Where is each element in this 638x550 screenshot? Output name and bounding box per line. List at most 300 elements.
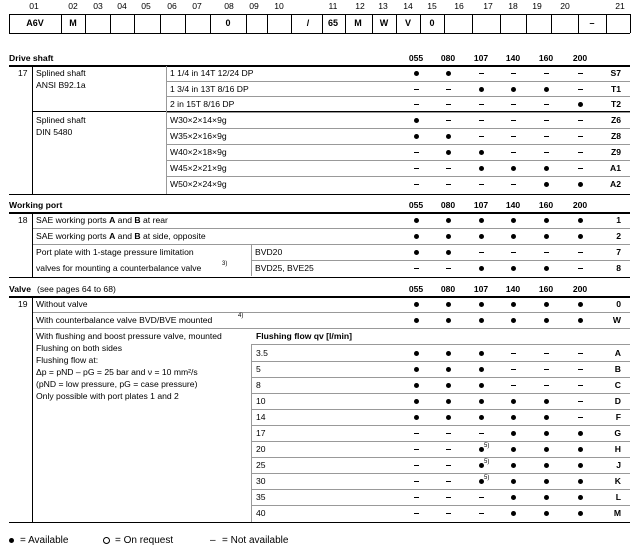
not-available-dash xyxy=(511,385,516,386)
available-bullet xyxy=(414,118,419,123)
flushing-description: Flushing flow at: xyxy=(36,355,99,365)
legend-not-available: = Not available xyxy=(222,535,289,546)
available-bullet xyxy=(446,318,451,323)
section-rule-thick xyxy=(9,65,630,67)
code-box-divider xyxy=(267,14,268,33)
code-box-divider xyxy=(578,14,579,33)
available-bullet xyxy=(578,431,583,436)
row-number: 17 xyxy=(18,68,28,78)
not-available-dash xyxy=(479,433,484,434)
available-bullet xyxy=(446,302,451,307)
not-available-dash xyxy=(479,104,484,105)
port-label-part: and xyxy=(115,215,135,225)
available-bullet xyxy=(511,399,516,404)
not-available-dash xyxy=(414,513,419,514)
code-box-divider xyxy=(444,14,445,33)
port-plate-desc: Port plate with 1-stage pressure limitation xyxy=(36,247,194,257)
position-number: 04 xyxy=(117,1,127,11)
available-bullet xyxy=(544,166,549,171)
section-rule-thick xyxy=(9,296,630,298)
available-bullet xyxy=(479,166,484,171)
row-rule xyxy=(32,228,630,229)
available-bullet xyxy=(544,87,549,92)
not-available-dash xyxy=(578,168,583,169)
order-code-cell: – xyxy=(589,18,595,28)
not-available-dash xyxy=(544,252,549,253)
available-bullet xyxy=(578,318,583,323)
position-number: 18 xyxy=(508,1,518,11)
available-bullet xyxy=(511,511,516,516)
available-bullet xyxy=(578,447,583,452)
not-available-dash xyxy=(511,136,516,137)
available-bullet xyxy=(414,367,419,372)
section-rule-thick xyxy=(9,212,630,214)
available-bullet xyxy=(511,266,516,271)
legend-on-request: = On request xyxy=(115,535,174,546)
available-bullet xyxy=(544,463,549,468)
not-available-dash xyxy=(578,369,583,370)
available-bullet xyxy=(479,367,484,372)
flushing-flow-value: 40 xyxy=(256,508,266,518)
port-label xyxy=(36,215,168,226)
row-rule xyxy=(32,312,630,313)
not-available-dash xyxy=(414,168,419,169)
not-available-dash xyxy=(414,449,419,450)
option-code: T1 xyxy=(610,84,621,94)
option-code: 0 xyxy=(616,299,621,309)
not-available-dash xyxy=(446,465,451,466)
shaft-standard: ANSI B92.1a xyxy=(36,80,86,90)
available-bullet xyxy=(544,479,549,484)
position-number: 15 xyxy=(427,1,437,11)
section-title: Valve xyxy=(9,284,31,294)
option-code: 1 xyxy=(616,215,621,225)
available-bullet xyxy=(578,302,583,307)
available-bullet xyxy=(446,351,451,356)
available-bullet xyxy=(511,447,516,452)
not-available-dash xyxy=(544,152,549,153)
available-bullet xyxy=(511,87,516,92)
available-bullet xyxy=(446,71,451,76)
available-bullet xyxy=(544,415,549,420)
row-rule xyxy=(251,441,630,442)
available-bullet xyxy=(544,495,549,500)
row-rule xyxy=(251,344,630,345)
available-bullet xyxy=(414,218,419,223)
option-code: H xyxy=(614,444,621,454)
order-code-cell: M xyxy=(69,18,77,28)
valve-type: BVD20 xyxy=(255,247,283,257)
position-number: 07 xyxy=(192,1,202,11)
section-rule xyxy=(9,194,630,195)
section-rule xyxy=(9,277,630,278)
port-label-part: B xyxy=(134,215,141,225)
available-bullet xyxy=(511,166,516,171)
flushing-description: With flushing and boost pressure valve, mounted xyxy=(36,331,222,341)
code-box-divider xyxy=(551,14,552,33)
available-bullet xyxy=(446,250,451,255)
size-header: 055 xyxy=(408,200,424,210)
position-number: 06 xyxy=(167,1,177,11)
port-label-part: B xyxy=(134,231,141,241)
not-available-dash xyxy=(479,73,484,74)
available-bullet xyxy=(414,318,419,323)
shaft-standard: DIN 5480 xyxy=(36,127,73,137)
available-bullet xyxy=(511,318,516,323)
code-box-divider xyxy=(110,14,111,33)
available-bullet xyxy=(544,266,549,271)
available-bullet xyxy=(479,463,484,468)
flushing-flow-value: 20 xyxy=(256,444,266,454)
available-bullet xyxy=(479,415,484,420)
not-available-dash xyxy=(578,401,583,402)
available-bullet xyxy=(414,250,419,255)
valve-option: Without valve xyxy=(36,299,88,309)
size-header: 140 xyxy=(505,53,521,63)
row-rule xyxy=(251,377,630,378)
flushing-flow-value: 17 xyxy=(256,428,266,438)
option-code: D xyxy=(614,396,621,406)
not-available-dash xyxy=(446,449,451,450)
available-bullet xyxy=(511,415,516,420)
available-bullet xyxy=(414,302,419,307)
available-bullet xyxy=(578,495,583,500)
not-available-dash xyxy=(446,433,451,434)
row-rule xyxy=(166,112,630,113)
code-box-divider xyxy=(630,14,631,33)
row-rule xyxy=(32,111,630,112)
not-available-dash xyxy=(414,184,419,185)
available-bullet xyxy=(479,318,484,323)
port-plate-desc: valves for mounting a counterbalance valve xyxy=(36,263,202,273)
not-available-dash xyxy=(511,353,516,354)
size-header: 055 xyxy=(408,284,424,294)
code-box-divider xyxy=(160,14,161,33)
available-bullet xyxy=(414,351,419,356)
not-available-dash xyxy=(578,353,583,354)
option-code: T2 xyxy=(610,99,621,109)
shaft-spec: W30×2×14×9g xyxy=(170,115,227,125)
available-bullet xyxy=(479,87,484,92)
not-available-dash xyxy=(511,73,516,74)
available-bullet xyxy=(414,383,419,388)
section-title: Working port xyxy=(9,200,63,210)
available-bullet xyxy=(578,479,583,484)
row-rule xyxy=(251,425,630,426)
size-header: 107 xyxy=(473,284,489,294)
available-bullet xyxy=(511,431,516,436)
flushing-flow-value: 25 xyxy=(256,460,266,470)
shaft-spec: W35×2×16×9g xyxy=(170,131,227,141)
size-header: 160 xyxy=(538,284,554,294)
available-bullet xyxy=(414,71,419,76)
available-bullet xyxy=(578,218,583,223)
option-code: Z6 xyxy=(610,115,621,125)
code-box-top xyxy=(9,14,630,15)
available-bullet xyxy=(446,234,451,239)
available-bullet xyxy=(511,495,516,500)
order-code-cell: V xyxy=(404,18,411,28)
size-header: 140 xyxy=(505,200,521,210)
code-box-divider xyxy=(9,14,10,33)
not-available-dash xyxy=(414,152,419,153)
code-box-divider xyxy=(472,14,473,33)
not-available-dash xyxy=(578,152,583,153)
row-rule xyxy=(251,489,630,490)
flushing-flow-value: 14 xyxy=(256,412,266,422)
option-code: 2 xyxy=(616,231,621,241)
port-label-part: and xyxy=(115,231,135,241)
available-bullet xyxy=(479,399,484,404)
footnote-ref: 4) xyxy=(238,313,244,319)
flushing-description: (pND = low pressure, pG = case pressure) xyxy=(36,379,198,389)
spec-divider xyxy=(251,344,252,522)
row-rule xyxy=(166,176,630,177)
not-available-dash xyxy=(511,120,516,121)
option-code: M xyxy=(613,508,621,518)
order-code-cell: 65 xyxy=(327,18,338,28)
flushing-flow-value: 8 xyxy=(256,380,261,390)
row-rule xyxy=(166,144,630,145)
position-number: 19 xyxy=(532,1,542,11)
not-available-dash xyxy=(414,465,419,466)
order-code-cell: M xyxy=(354,18,362,28)
order-code-cell: / xyxy=(306,18,310,28)
option-code: Z8 xyxy=(610,131,621,141)
not-available-dash xyxy=(511,152,516,153)
not-available-dash xyxy=(479,252,484,253)
not-available-dash xyxy=(544,369,549,370)
available-bullet xyxy=(578,511,583,516)
row-rule xyxy=(251,393,630,394)
position-number: 02 xyxy=(68,1,78,11)
option-code: L xyxy=(615,492,621,502)
code-box-divider xyxy=(526,14,527,33)
position-number: 05 xyxy=(141,1,151,11)
available-bullet xyxy=(479,302,484,307)
available-bullet xyxy=(479,447,484,452)
position-number: 01 xyxy=(29,1,39,11)
position-number: 21 xyxy=(615,1,625,11)
port-label-part: A xyxy=(109,215,116,225)
available-bullet xyxy=(544,447,549,452)
code-box-divider xyxy=(210,14,211,33)
size-header: 080 xyxy=(440,200,456,210)
available-bullet xyxy=(414,134,419,139)
available-bullet xyxy=(446,218,451,223)
flushing-flow-value: 5 xyxy=(256,364,261,374)
row-rule xyxy=(166,96,630,97)
shaft-spec: 1 3/4 in 13T 8/16 DP xyxy=(170,84,249,94)
flushing-flow-value: 30 xyxy=(256,476,266,486)
not-available-dash xyxy=(578,120,583,121)
position-number: 12 xyxy=(355,1,365,11)
position-number: 03 xyxy=(93,1,103,11)
not-available-dash xyxy=(511,369,516,370)
row-number-divider xyxy=(32,213,33,277)
not-available-dash xyxy=(511,184,516,185)
legend-bullet-icon xyxy=(9,538,14,543)
available-bullet xyxy=(479,351,484,356)
available-bullet xyxy=(544,431,549,436)
not-available-dash xyxy=(578,417,583,418)
flushing-description: Δp = pND – pG = 25 bar and ν = 10 mm²/s xyxy=(36,367,198,377)
footnote-mark: 5) xyxy=(484,443,490,449)
not-available-dash xyxy=(511,252,516,253)
port-label-part: at side, opposite xyxy=(140,231,206,241)
not-available-dash xyxy=(578,252,583,253)
available-bullet xyxy=(578,182,583,187)
section-rule xyxy=(9,522,630,523)
available-bullet xyxy=(479,266,484,271)
position-number: 08 xyxy=(224,1,234,11)
shaft-spec: 2 in 15T 8/16 DP xyxy=(170,99,235,109)
code-box-divider xyxy=(185,14,186,33)
legend-on-request-icon xyxy=(103,537,110,544)
shaft-type: Splined shaft xyxy=(36,115,86,125)
flushing-flow-value: 35 xyxy=(256,492,266,502)
available-bullet xyxy=(414,399,419,404)
available-bullet xyxy=(511,463,516,468)
size-header: 160 xyxy=(538,200,554,210)
position-number: 11 xyxy=(328,1,338,11)
order-code-cell: 0 xyxy=(225,18,231,28)
row-rule xyxy=(251,409,630,410)
available-bullet xyxy=(446,134,451,139)
available-bullet xyxy=(578,102,583,107)
row-rule xyxy=(251,457,630,458)
available-bullet xyxy=(479,479,484,484)
port-label-part: SAE working ports xyxy=(36,231,110,241)
option-code: S7 xyxy=(610,68,621,78)
size-header: 080 xyxy=(440,53,456,63)
not-available-dash xyxy=(544,104,549,105)
shaft-spec: W40×2×18×9g xyxy=(170,147,227,157)
available-bullet xyxy=(479,234,484,239)
available-bullet xyxy=(511,479,516,484)
order-code-cell: W xyxy=(379,18,389,28)
legend-available: = Available xyxy=(20,535,69,546)
port-label-part: SAE working ports xyxy=(36,215,110,225)
not-available-dash xyxy=(446,89,451,90)
not-available-dash xyxy=(446,497,451,498)
available-bullet xyxy=(544,302,549,307)
available-bullet xyxy=(446,367,451,372)
position-number: 09 xyxy=(249,1,259,11)
position-number: 17 xyxy=(483,1,493,11)
size-header: 200 xyxy=(572,53,588,63)
available-bullet xyxy=(544,234,549,239)
not-available-dash xyxy=(578,268,583,269)
not-available-dash xyxy=(479,513,484,514)
available-bullet xyxy=(544,218,549,223)
available-bullet xyxy=(414,234,419,239)
option-code: A xyxy=(614,348,621,358)
available-bullet xyxy=(414,415,419,420)
option-code: Z9 xyxy=(610,147,621,157)
size-header: 200 xyxy=(572,200,588,210)
not-available-dash xyxy=(578,89,583,90)
available-bullet xyxy=(511,234,516,239)
section-note: (see pages 64 to 68) xyxy=(37,284,116,294)
row-number: 19 xyxy=(18,299,28,309)
flushing-description: Flushing on both sides xyxy=(36,343,122,353)
option-code: F xyxy=(615,412,621,422)
legend-dash-icon: – xyxy=(210,535,216,546)
port-label-part: A xyxy=(109,231,116,241)
position-number: 20 xyxy=(560,1,570,11)
not-available-dash xyxy=(446,120,451,121)
spec-divider xyxy=(166,66,167,194)
row-rule xyxy=(32,244,630,245)
position-number: 10 xyxy=(274,1,284,11)
option-code: C xyxy=(614,380,621,390)
option-code: 8 xyxy=(616,263,621,273)
available-bullet xyxy=(479,383,484,388)
not-available-dash xyxy=(578,73,583,74)
not-available-dash xyxy=(446,481,451,482)
flushing-flow-value: 3.5 xyxy=(256,348,268,358)
not-available-dash xyxy=(544,385,549,386)
not-available-dash xyxy=(414,481,419,482)
available-bullet xyxy=(511,218,516,223)
shaft-spec: W50×2×24×9g xyxy=(170,179,227,189)
option-code: A1 xyxy=(610,163,621,173)
not-available-dash xyxy=(544,120,549,121)
code-box-divider xyxy=(85,14,86,33)
port-label xyxy=(36,231,206,242)
position-number: 13 xyxy=(378,1,388,11)
not-available-dash xyxy=(446,184,451,185)
code-box-divider xyxy=(291,14,292,33)
order-code-cell: 0 xyxy=(429,18,435,28)
option-code: W xyxy=(612,315,621,325)
option-code: A2 xyxy=(610,179,621,189)
available-bullet xyxy=(544,511,549,516)
available-bullet xyxy=(511,302,516,307)
position-number: 16 xyxy=(454,1,464,11)
not-available-dash xyxy=(446,268,451,269)
code-box-divider xyxy=(500,14,501,33)
row-rule xyxy=(251,505,630,506)
row-rule xyxy=(32,328,630,329)
option-code: J xyxy=(616,460,621,470)
not-available-dash xyxy=(479,120,484,121)
row-rule xyxy=(166,81,630,82)
not-available-dash xyxy=(479,184,484,185)
size-header: 107 xyxy=(473,53,489,63)
row-rule xyxy=(251,260,630,261)
not-available-dash xyxy=(414,268,419,269)
section-title: Drive shaft xyxy=(9,53,54,63)
port-label-part: at rear xyxy=(140,215,168,225)
row-rule xyxy=(251,361,630,362)
size-header: 055 xyxy=(408,53,424,63)
option-code: 7 xyxy=(616,247,621,257)
not-available-dash xyxy=(578,385,583,386)
not-available-dash xyxy=(479,497,484,498)
valve-type: BVD25, BVE25 xyxy=(255,263,314,273)
shaft-spec: W45×2×21×9g xyxy=(170,163,227,173)
available-bullet xyxy=(544,182,549,187)
option-code: K xyxy=(614,476,621,486)
not-available-dash xyxy=(544,353,549,354)
available-bullet xyxy=(446,415,451,420)
available-bullet xyxy=(544,399,549,404)
option-code: G xyxy=(614,428,621,438)
valve-option: With counterbalance valve BVD/BVE mounted xyxy=(36,315,213,325)
available-bullet xyxy=(578,234,583,239)
